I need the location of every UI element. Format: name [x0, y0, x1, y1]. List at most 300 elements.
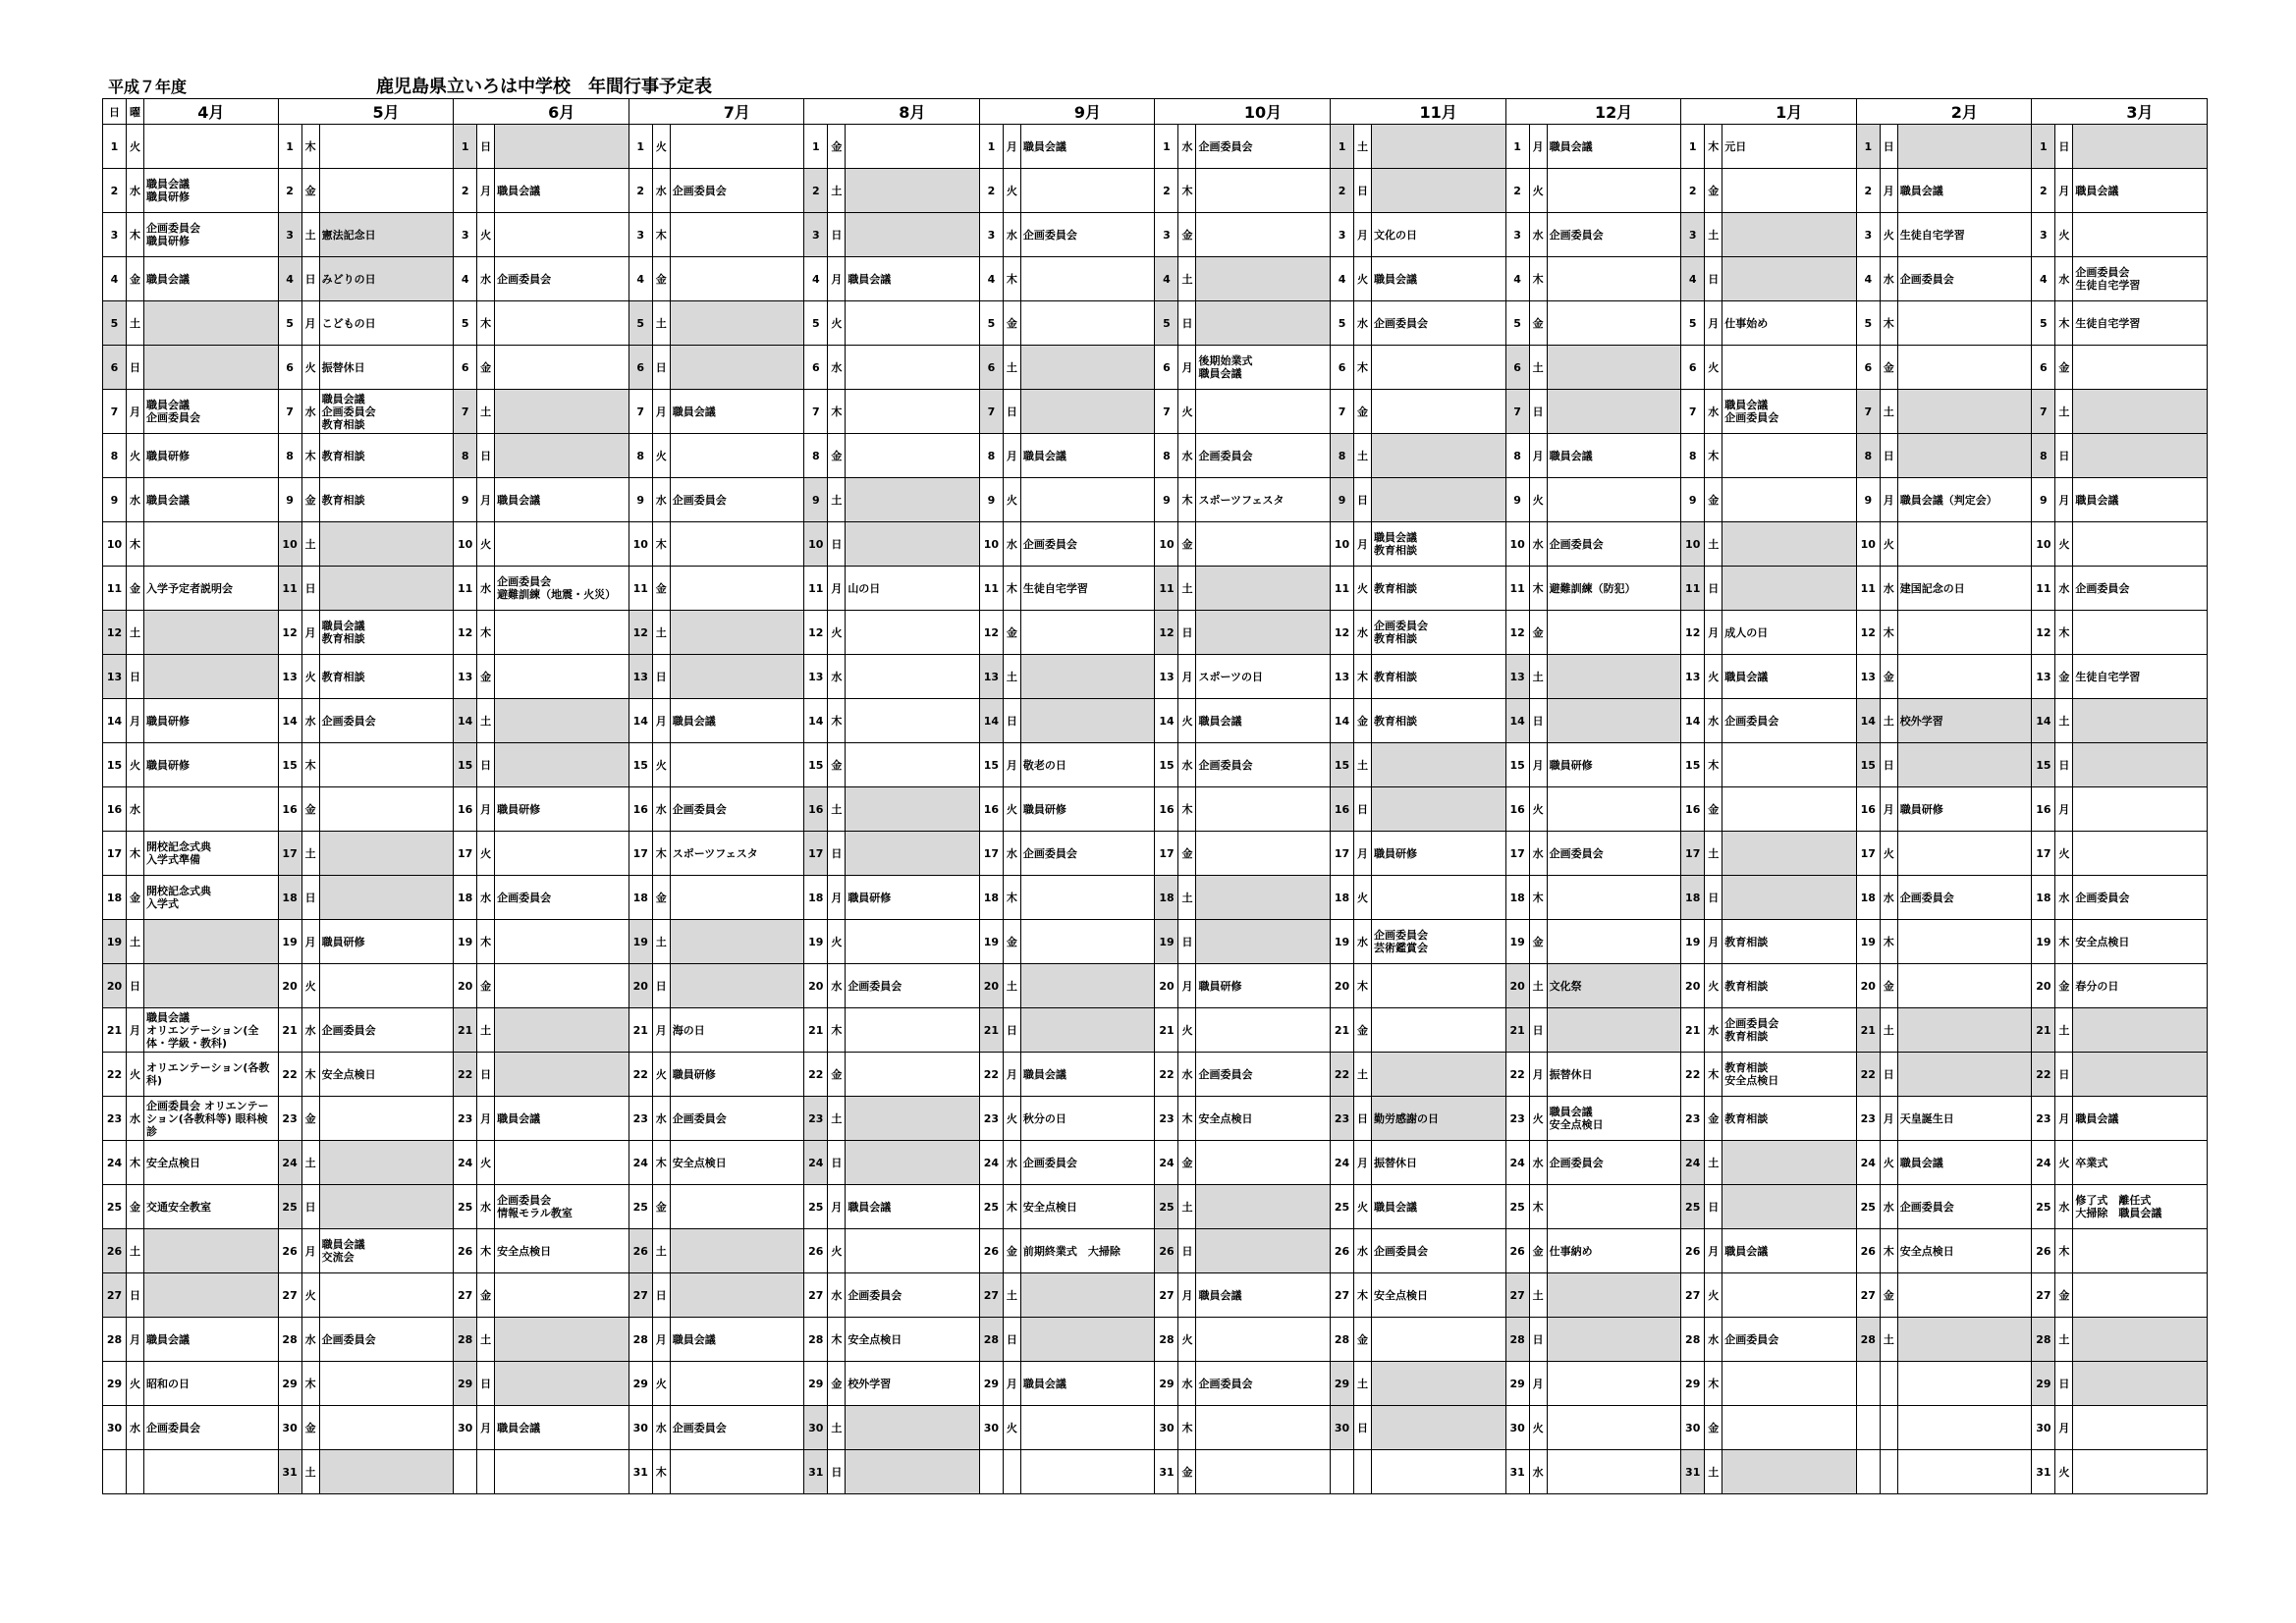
weekday: 木 [1354, 655, 1372, 699]
event-cell [846, 743, 980, 787]
event-cell [846, 478, 980, 522]
weekday: 土 [1354, 743, 1372, 787]
weekday: 土 [127, 611, 144, 655]
event-cell: 安全点検日 [670, 1141, 804, 1185]
event-cell [495, 346, 629, 390]
event-cell: 企画委員会 [1897, 257, 2032, 301]
event-cell: 職員研修 [1020, 787, 1155, 832]
event-cell [1020, 301, 1155, 346]
day-number: 10 [278, 522, 301, 567]
weekday: 日 [1003, 699, 1020, 743]
event-cell [2073, 743, 2208, 787]
weekday: 金 [1880, 346, 1897, 390]
day-number: 29 [454, 1362, 477, 1406]
weekday: 月 [2055, 787, 2073, 832]
weekday: 水 [2055, 1185, 2073, 1229]
day-number: 18 [278, 876, 301, 920]
day-number: 26 [103, 1229, 127, 1273]
day-number: 27 [278, 1273, 301, 1318]
day-number: 13 [103, 655, 127, 699]
month-header: 3月 [2073, 99, 2208, 125]
day-number: 21 [979, 1008, 1003, 1053]
weekday: 金 [1003, 611, 1020, 655]
day-number: 27 [1856, 1273, 1880, 1318]
event-cell [1196, 213, 1331, 257]
event-cell [1020, 257, 1155, 301]
day-number: 22 [103, 1053, 127, 1097]
day-number: 2 [804, 169, 828, 213]
event-cell [495, 1273, 629, 1318]
event-cell: 職員会議 [1722, 1229, 1857, 1273]
day-number: 2 [979, 169, 1003, 213]
day-number: 6 [1681, 346, 1705, 390]
event-cell: 企画委員会 [670, 478, 804, 522]
weekday: 火 [652, 125, 670, 169]
month-header-spacer [2032, 99, 2073, 125]
event-cell [1547, 876, 1681, 920]
event-cell: 企画委員会 [1020, 832, 1155, 876]
weekday: 水 [301, 390, 319, 434]
day-number: 8 [1331, 434, 1354, 478]
event-cell [1547, 611, 1681, 655]
day-row [103, 699, 2208, 743]
day-number: 16 [804, 787, 828, 832]
weekday: 水 [127, 1406, 144, 1450]
weekday: 月 [477, 478, 495, 522]
weekday: 土 [1003, 964, 1020, 1008]
day-number: 13 [1155, 655, 1178, 699]
weekday: 木 [301, 743, 319, 787]
event-cell [319, 522, 454, 567]
weekday: 木 [301, 125, 319, 169]
month-header-spacer [278, 99, 319, 125]
event-cell: 企画委員会 [1547, 1141, 1681, 1185]
day-number: 4 [103, 257, 127, 301]
weekday: 木 [1880, 1229, 1897, 1273]
weekday: 水 [1178, 125, 1196, 169]
event-cell: 企画委員会 芸術鑑賞会 [1372, 920, 1506, 964]
fiscal-year-label: 平成７年度 [108, 78, 188, 96]
weekday: 水 [2055, 567, 2073, 611]
event-cell [1372, 876, 1506, 920]
event-cell: 安全点検日 [2073, 920, 2208, 964]
day-number: 17 [278, 832, 301, 876]
weekday: 水 [1529, 213, 1547, 257]
event-cell: 山の日 [846, 567, 980, 611]
event-cell [1196, 611, 1331, 655]
weekday: 金 [477, 1273, 495, 1318]
event-cell [495, 1362, 629, 1406]
day-number: 29 [804, 1362, 828, 1406]
weekday: 月 [1705, 920, 1722, 964]
event-cell [1372, 1406, 1506, 1450]
event-cell [1372, 787, 1506, 832]
day-number: 27 [1505, 1273, 1529, 1318]
day-number: 22 [1681, 1053, 1705, 1097]
month-header-spacer [454, 99, 495, 125]
weekday: 土 [1880, 390, 1897, 434]
event-cell: 職員研修 [670, 1053, 804, 1097]
day-number: 14 [103, 699, 127, 743]
event-cell [1897, 655, 2032, 699]
day-number: 1 [103, 125, 127, 169]
day-number: 5 [2032, 301, 2055, 346]
weekday: 木 [1003, 1185, 1020, 1229]
event-cell [1372, 390, 1506, 434]
weekday: 日 [301, 257, 319, 301]
event-cell: 仕事納め [1547, 1229, 1681, 1273]
weekday: 木 [652, 1141, 670, 1185]
weekday: 火 [2055, 1141, 2073, 1185]
event-cell [670, 522, 804, 567]
weekday: 土 [1178, 567, 1196, 611]
day-number: 10 [2032, 522, 2055, 567]
event-cell [1722, 434, 1857, 478]
event-cell [670, 301, 804, 346]
weekday: 金 [1003, 301, 1020, 346]
weekday: 木 [301, 1362, 319, 1406]
day-number: 8 [804, 434, 828, 478]
weekday: 土 [1354, 125, 1372, 169]
weekday: 月 [1705, 301, 1722, 346]
weekday: 日 [1880, 1053, 1897, 1097]
event-cell: 職員会議 [1372, 257, 1506, 301]
event-cell: 企画委員会 [1196, 1362, 1331, 1406]
event-cell: 職員会議 [144, 478, 279, 522]
day-number: 27 [804, 1273, 828, 1318]
weekday: 金 [1529, 611, 1547, 655]
event-cell: スポーツフェスタ [670, 832, 804, 876]
day-number: 22 [1155, 1053, 1178, 1097]
month-header-spacer [1856, 99, 1897, 125]
event-cell [495, 832, 629, 876]
event-cell: 企画委員会 [1372, 301, 1506, 346]
weekday: 水 [1178, 743, 1196, 787]
event-cell: 企画委員会 [1196, 434, 1331, 478]
weekday: 日 [1354, 787, 1372, 832]
weekday: 月 [1354, 1141, 1372, 1185]
weekday: 金 [301, 1097, 319, 1141]
day-number: 30 [1155, 1406, 1178, 1450]
day-number: 5 [454, 301, 477, 346]
weekday: 木 [127, 522, 144, 567]
weekday: 水 [1705, 390, 1722, 434]
day-number: 20 [1331, 964, 1354, 1008]
weekday: 金 [2055, 346, 2073, 390]
event-cell [495, 1053, 629, 1097]
weekday: 金 [2055, 1273, 2073, 1318]
day-number: 31 [278, 1450, 301, 1494]
weekday: 水 [652, 169, 670, 213]
weekday: 土 [477, 390, 495, 434]
weekday [1880, 1406, 1897, 1450]
day-number: 15 [629, 743, 652, 787]
day-number: 8 [1681, 434, 1705, 478]
event-cell [144, 346, 279, 390]
event-cell [2073, 699, 2208, 743]
weekday: 水 [1003, 522, 1020, 567]
day-number: 10 [1331, 522, 1354, 567]
event-cell: 企画委員会 [1372, 1229, 1506, 1273]
day-row [103, 346, 2208, 390]
day-number: 5 [1155, 301, 1178, 346]
weekday: 日 [1880, 434, 1897, 478]
weekday: 月 [1003, 125, 1020, 169]
day-row [103, 567, 2208, 611]
day-number: 1 [804, 125, 828, 169]
day-number: 9 [1856, 478, 1880, 522]
day-number: 24 [103, 1141, 127, 1185]
day-number: 9 [2032, 478, 2055, 522]
day-number: 18 [454, 876, 477, 920]
day-number: 8 [629, 434, 652, 478]
day-number: 5 [804, 301, 828, 346]
day-number: 25 [454, 1185, 477, 1229]
weekday: 土 [828, 787, 846, 832]
day-number [454, 1450, 477, 1494]
day-number: 15 [2032, 743, 2055, 787]
event-cell [1722, 1185, 1857, 1229]
weekday: 金 [301, 169, 319, 213]
event-cell [1547, 478, 1681, 522]
weekday: 月 [1529, 743, 1547, 787]
event-cell [1196, 1450, 1331, 1494]
weekday: 木 [1705, 1362, 1722, 1406]
event-cell [1196, 1229, 1331, 1273]
weekday: 月 [1529, 1362, 1547, 1406]
day-number: 30 [278, 1406, 301, 1450]
day-number: 9 [629, 478, 652, 522]
weekday: 土 [1178, 876, 1196, 920]
event-cell [1722, 1273, 1857, 1318]
day-number: 9 [1331, 478, 1354, 522]
day-number: 26 [1331, 1229, 1354, 1273]
weekday: 火 [1880, 522, 1897, 567]
event-cell [846, 699, 980, 743]
day-number: 23 [1505, 1097, 1529, 1141]
day-number: 24 [2032, 1141, 2055, 1185]
event-cell [1547, 346, 1681, 390]
event-cell [1547, 1273, 1681, 1318]
day-number: 17 [1331, 832, 1354, 876]
day-number: 19 [103, 920, 127, 964]
weekday: 木 [1354, 964, 1372, 1008]
day-number: 4 [979, 257, 1003, 301]
event-cell: 企画委員会 [2073, 567, 2208, 611]
day-number: 29 [1155, 1362, 1178, 1406]
day-number: 8 [1505, 434, 1529, 478]
weekday: 月 [2055, 478, 2073, 522]
event-cell: 職員研修 [144, 743, 279, 787]
day-number: 5 [103, 301, 127, 346]
event-cell [846, 1141, 980, 1185]
event-cell: 職員研修 [144, 434, 279, 478]
weekday: 金 [1529, 301, 1547, 346]
day-number: 28 [1681, 1318, 1705, 1362]
day-row [103, 1097, 2208, 1141]
weekday: 日 [828, 1141, 846, 1185]
event-cell [1372, 346, 1506, 390]
event-cell [846, 1053, 980, 1097]
day-number: 9 [454, 478, 477, 522]
day-number: 26 [629, 1229, 652, 1273]
event-cell: 企画委員会 [1020, 213, 1155, 257]
event-cell [144, 301, 279, 346]
event-cell: 企画委員会 [1196, 125, 1331, 169]
event-cell [1547, 390, 1681, 434]
day-number: 17 [1856, 832, 1880, 876]
weekday: 水 [301, 1318, 319, 1362]
weekday: 火 [1003, 1406, 1020, 1450]
weekday: 木 [301, 434, 319, 478]
event-cell: 職員会議 [495, 1097, 629, 1141]
day-number: 22 [1505, 1053, 1529, 1097]
weekday: 木 [1178, 478, 1196, 522]
event-cell [1722, 787, 1857, 832]
weekday: 金 [828, 125, 846, 169]
event-cell [1020, 699, 1155, 743]
weekday: 金 [828, 434, 846, 478]
day-number: 11 [1505, 567, 1529, 611]
event-cell [1196, 787, 1331, 832]
weekday: 土 [477, 1008, 495, 1053]
event-cell: 教育相談 [1372, 699, 1506, 743]
day-number: 21 [1505, 1008, 1529, 1053]
event-cell [1897, 301, 2032, 346]
weekday: 金 [1705, 478, 1722, 522]
event-cell [1547, 699, 1681, 743]
document-title: 鹿児島県立いろは中学校 年間行事予定表 [376, 77, 712, 97]
event-cell: 企画委員会 [1547, 522, 1681, 567]
day-number: 25 [804, 1185, 828, 1229]
event-cell [846, 1097, 980, 1141]
day-number: 4 [629, 257, 652, 301]
weekday: 火 [127, 1053, 144, 1097]
event-cell [144, 1273, 279, 1318]
event-cell: 職員会議 職員研修 [144, 169, 279, 213]
weekday: 月 [477, 1406, 495, 1450]
weekday: 月 [301, 611, 319, 655]
day-number: 16 [278, 787, 301, 832]
weekday: 月 [1880, 478, 1897, 522]
day-number: 12 [103, 611, 127, 655]
weekday: 火 [652, 434, 670, 478]
day-number: 19 [1505, 920, 1529, 964]
weekday: 土 [477, 699, 495, 743]
weekday: 日 [828, 522, 846, 567]
day-number: 26 [1681, 1229, 1705, 1273]
day-number: 10 [1681, 522, 1705, 567]
weekday: 金 [1003, 1229, 1020, 1273]
weekday: 金 [828, 743, 846, 787]
weekday: 木 [1880, 301, 1897, 346]
day-number: 6 [979, 346, 1003, 390]
event-cell [2073, 1362, 2208, 1406]
weekday: 金 [477, 655, 495, 699]
day-number: 16 [979, 787, 1003, 832]
month-header: 11月 [1372, 99, 1506, 125]
event-cell: 企画委員会 教育相談 [1722, 1008, 1857, 1053]
day-number: 6 [2032, 346, 2055, 390]
day-number: 17 [804, 832, 828, 876]
weekday: 水 [828, 964, 846, 1008]
day-row [103, 1273, 2208, 1318]
day-number: 4 [1681, 257, 1705, 301]
weekday: 日 [477, 1362, 495, 1406]
day-number: 13 [1856, 655, 1880, 699]
event-cell: 職員研修 [1372, 832, 1506, 876]
weekday: 木 [127, 213, 144, 257]
weekday: 月 [1003, 1053, 1020, 1097]
day-row [103, 1362, 2208, 1406]
event-cell [495, 1141, 629, 1185]
day-number: 28 [1155, 1318, 1178, 1362]
day-number [1856, 1362, 1880, 1406]
day-number: 7 [1681, 390, 1705, 434]
event-cell [846, 1008, 980, 1053]
event-cell [1897, 346, 2032, 390]
weekday: 日 [828, 1450, 846, 1494]
event-cell: 海の日 [670, 1008, 804, 1053]
event-cell [1020, 1318, 1155, 1362]
day-number: 7 [629, 390, 652, 434]
day-number: 18 [1155, 876, 1178, 920]
weekday: 日 [127, 964, 144, 1008]
day-number: 29 [103, 1362, 127, 1406]
event-cell: 文化の日 [1372, 213, 1506, 257]
event-cell: 職員会議 [495, 478, 629, 522]
event-cell [1897, 390, 2032, 434]
weekday: 水 [1354, 1229, 1372, 1273]
weekday: 火 [1705, 346, 1722, 390]
weekday: 火 [127, 743, 144, 787]
event-cell [495, 125, 629, 169]
weekday: 水 [652, 1097, 670, 1141]
event-cell [495, 1450, 629, 1494]
weekday: 火 [477, 832, 495, 876]
weekday: 木 [477, 1229, 495, 1273]
day-number: 12 [979, 611, 1003, 655]
event-cell: 企画委員会 教育相談 [1372, 611, 1506, 655]
event-cell [319, 1097, 454, 1141]
weekday-column-header: 曜 [127, 99, 144, 125]
weekday [1880, 1450, 1897, 1494]
day-number [1856, 1406, 1880, 1450]
event-cell: 企画委員会 [495, 876, 629, 920]
weekday: 月 [1705, 611, 1722, 655]
day-number: 12 [1155, 611, 1178, 655]
day-number: 28 [629, 1318, 652, 1362]
event-cell [1372, 169, 1506, 213]
event-cell: 職員研修 [144, 699, 279, 743]
event-cell [670, 920, 804, 964]
weekday: 月 [828, 567, 846, 611]
event-cell: 職員会議 [1372, 1185, 1506, 1229]
weekday: 日 [1880, 125, 1897, 169]
month-header: 12月 [1547, 99, 1681, 125]
weekday: 土 [1003, 1273, 1020, 1318]
day-number: 10 [629, 522, 652, 567]
event-cell [1196, 257, 1331, 301]
weekday: 日 [1354, 169, 1372, 213]
weekday: 木 [828, 1008, 846, 1053]
weekday: 水 [828, 655, 846, 699]
event-cell: 職員会議（判定会） [1897, 478, 2032, 522]
day-number: 11 [1856, 567, 1880, 611]
day-number: 15 [1505, 743, 1529, 787]
day-number: 24 [278, 1141, 301, 1185]
event-cell: 職員研修 [319, 920, 454, 964]
